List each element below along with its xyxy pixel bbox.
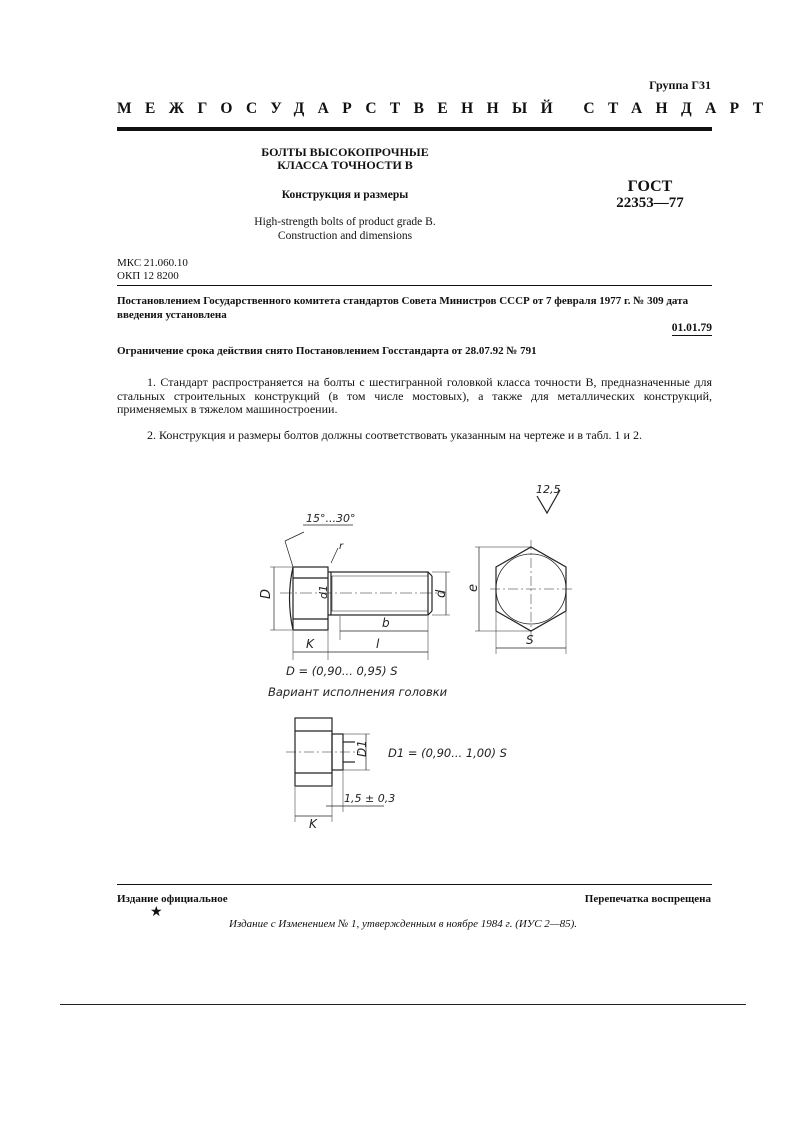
mks-code: МКС 21.060.10 [117, 257, 188, 269]
dim-S-label: S [526, 633, 534, 647]
interstate-standard-heading: МЕЖГОСУДАРСТВЕННЫЙ СТАНДАРТ [117, 100, 777, 117]
dim-D-label: D [259, 588, 274, 599]
tolerance-label: 1,5 ± 0,3 [344, 792, 396, 805]
page-bottom-rule [60, 1004, 746, 1005]
title-english-2: Construction and dimensions [277, 230, 413, 242]
dim-K-label: K [306, 637, 314, 651]
dim-b-label: b [382, 616, 390, 630]
paragraph-2: 2. Конструкция и размеры болтов должны соответствовать указанным на чертеже и в табл. 1 и 2. [147, 428, 642, 442]
reprint-prohibited-label: Перепечатка воспрещена [584, 893, 711, 905]
radius-label: r [339, 541, 344, 552]
gost-label: ГОСТ [627, 178, 673, 195]
edition-note: Издание с Изменением № 1, утвержденным в ноябре 1984 г. (ИУС 2—85). [229, 918, 577, 930]
footer-rule [117, 884, 712, 885]
gost-number: 22353—77 [616, 195, 684, 211]
title-line-2: КЛАССА ТОЧНОСТИ В [277, 158, 413, 172]
hex-end-view [490, 540, 572, 640]
formula-D1: D1 = (0,90... 1,00) S [388, 746, 507, 760]
limitation-note: Ограничение срока действия снято Постановлением Госстандарта от 28.07.92 № 791 [117, 345, 537, 357]
decree-text: Постановлением Государственного комитета стандартов Совета Министров СССР от 7 февраля 1977 г. № 309 дата введения установлена [117, 295, 689, 321]
title-subtitle: Конструкция и размеры [281, 189, 409, 201]
dim-D1-label: D1 [355, 740, 369, 757]
chamfer-angle-label: 15°...30° [306, 512, 356, 525]
formula-D: D = (0,90... 0,95) S [286, 664, 398, 678]
variant-caption: Вариант исполнения головки [268, 685, 448, 699]
paragraph-1: 1. Стандарт распространяется на болты с шестигранной головкой класса точности В, предназначенные для стальных строительных конструкций (в том числе мостовых), а также для металлических конструкций, применяемых в тяжелом машиностроении. [117, 375, 712, 416]
title-line-1: БОЛТЫ ВЫСОКОПРОЧНЫЕ [261, 145, 429, 159]
dim-d-label: d [434, 589, 449, 598]
bolt-side-view [280, 567, 446, 630]
title-english-1: High-strength bolts of product grade B. [254, 216, 436, 228]
dim-K2-label: K [309, 817, 317, 831]
dim-d1-label: d1 [317, 585, 330, 599]
roughness-value: 12,5 [536, 483, 561, 496]
okp-code: ОКП 12 8200 [117, 270, 179, 282]
dim-l-label: l [376, 637, 380, 651]
dim-e-label: e [466, 584, 481, 592]
star-icon: ★ [150, 905, 163, 920]
group-label: Группа Г31 [649, 78, 711, 92]
variant-head-view [286, 718, 360, 786]
official-edition-label: Издание официальное [117, 893, 228, 905]
introduction-date: 01.01.79 [671, 322, 712, 334]
